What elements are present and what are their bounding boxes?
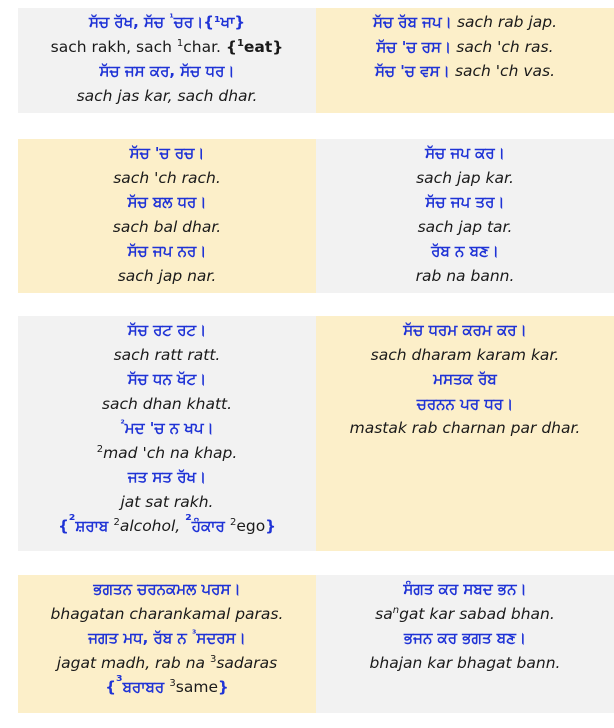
gurmukhi-line: ਸੱਚ ਜਪ ਤਰ। — [425, 193, 505, 211]
transliteration-line: jat sat rakh. — [120, 492, 214, 511]
transliteration-line: sach dharam karam kar. — [370, 345, 560, 364]
transliteration-line: sach jap kar. — [416, 168, 514, 187]
gurmukhi-line: $^{^2}$ਮਦ 'ਚ ਨ ਖਪ। — [120, 419, 214, 437]
transliteration-line: sach jas kar, sach dhar. — [76, 86, 258, 105]
transliteration-line: $^2$mad 'ch na khap. — [96, 443, 238, 462]
glossary-line: {$^{^2}$ਸ਼ਰਾਬ $^2$alcohol, $^{^2}$ਹੰਕਾਰ $^2$ego} — [58, 511, 276, 535]
gurmukhi-line: ਸੱਚ ਜਪ ਨਰ। — [127, 242, 207, 260]
gurmukhi-line: ਸੱਚ ਰੱਖ, ਸੱਚ $^{^1}$ਚਰ।{¹ਖਾ} — [88, 13, 246, 31]
gurmukhi-line: ਸੱਚ ਜਪ ਕਰ। — [425, 144, 505, 162]
gurmukhi-line: ਸੱਚ ਬਲ ਧਰ। — [127, 193, 207, 211]
transliteration-line: sach bal dhar. — [112, 217, 222, 236]
gurmukhi-line: ਭਜਨ ਕਰ ਭਗਤ ਬਣ। — [403, 629, 527, 647]
verse-cell-right — [316, 8, 614, 113]
gurmukhi-line: ਸੰਗਤ ਕਰ ਸਬਦ ਭਨ। — [403, 580, 527, 598]
transliteration-line: rab na bann. — [415, 266, 515, 285]
verse-cell-left — [18, 316, 316, 551]
gurmukhi-line: ਸੱਚ ਧਰਮ ਕਰਮ ਕਰ। — [403, 321, 527, 339]
transliteration-line: sach jap nar. — [117, 266, 217, 285]
gurmukhi-line: ਮਸਤਕ ਰੱਬ — [433, 370, 497, 388]
transliteration-line: sach jap tar. — [417, 217, 513, 236]
verse-line: ਸੱਚ ਰੱਬ ਜਪ। sach rab jap. — [372, 13, 558, 31]
transliteration-line: bhajan kar bhagat bann. — [369, 653, 561, 672]
gurmukhi-line: ਸੱਚ ਧਨ ਖੱਟ। — [127, 370, 207, 388]
verse-row-3 — [18, 316, 614, 551]
verse-row-1 — [18, 8, 614, 113]
gloss: {$^1$eat} — [225, 37, 284, 56]
verse-cell-left — [18, 575, 316, 713]
verse-cell-right — [316, 575, 614, 713]
verse-line: ਸੱਚ 'ਚ ਰਸ। sach 'ch ras. — [376, 37, 554, 56]
gurmukhi-line: ਜਗਤ ਮਧ, ਰੱਬ ਨ $^{^3}$ਸਦਰਸ। — [88, 629, 246, 647]
verse-cell-right — [316, 316, 614, 551]
gurmukhi-line: ਸੱਚ ਰਟ ਰਟ। — [127, 321, 207, 339]
gurmukhi-line: ਚਰਨਨ ਪਰ ਧਰ। — [416, 394, 514, 413]
transliteration-line: sach 'ch rach. — [113, 168, 221, 187]
verse-row-4 — [18, 575, 614, 713]
gurmukhi-line: ਰੱਬ ਨ ਬਣ। — [431, 242, 499, 260]
transliteration-line: sach rakh, sach $^1$char. {$^1$eat} — [50, 37, 284, 56]
verse-cell-left — [18, 8, 316, 113]
transliteration-line: jagat madh, rab na $^3$sadaras — [56, 653, 278, 672]
gurmukhi-line: ਸੱਚ 'ਚ ਰਚ। — [129, 144, 205, 162]
transliteration-line: $sa^ngat$ kar sabad bhan. — [375, 604, 555, 623]
glossary-line: {$^{^3}$ਬਰਾਬਰ $^3$same} — [105, 672, 229, 696]
transliteration-line: bhagatan charankamal paras. — [50, 604, 284, 623]
gurmukhi-line: ਸੱਚ ਜਸ ਕਰ, ਸੱਚ ਧਰ। — [99, 62, 235, 80]
verse-row-2 — [18, 139, 614, 293]
transliteration-line: mastak rab charnan par dhar. — [349, 419, 581, 437]
transliteration-line: sach dhan khatt. — [101, 394, 233, 413]
verse-cell-right — [316, 139, 614, 293]
gurmukhi-line: ਭਗਤਨ ਚਰਨਕਮਲ ਪਰਸ। — [93, 580, 241, 598]
verse-cell-left — [18, 139, 316, 293]
gurmukhi-line: ਜਤ ਸਤ ਰੱਖ। — [127, 468, 207, 486]
transliteration-line: sach ratt ratt. — [113, 345, 221, 364]
verse-line: ਸੱਚ 'ਚ ਵਸ। sach 'ch vas. — [374, 62, 556, 80]
